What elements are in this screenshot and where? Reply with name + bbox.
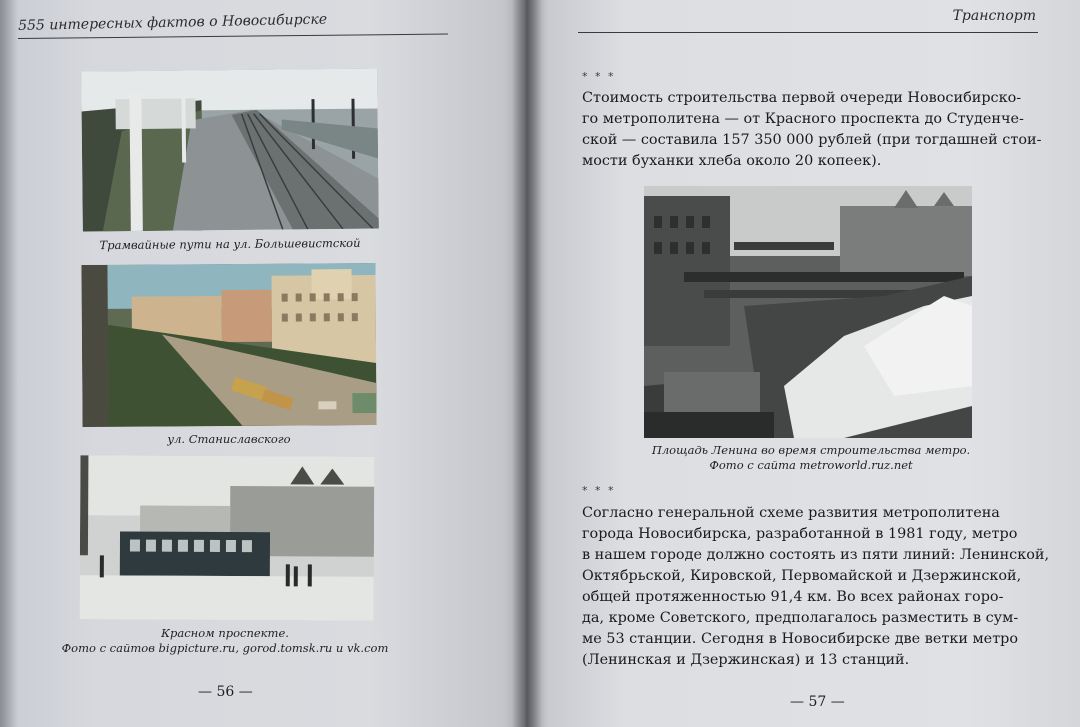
text-line: Согласно генеральной схеме развития метрополитена — [582, 505, 1000, 521]
caption-tram-tracks: Трамвайные пути на ул. Большевистской — [99, 235, 361, 253]
text-line: мости буханки хлеба около 20 копеек). — [582, 153, 882, 169]
text-line: в нашем городе должно состоять из пяти линий: Ленинской, — [582, 547, 1050, 563]
paragraph-metro-plan — [582, 503, 1050, 671]
photo-metro-construction — [644, 186, 972, 438]
caption-krasny-prospekt — [60, 626, 390, 656]
photo-krasny-prospekt — [80, 455, 375, 621]
text-line: ской — составила 157 350 000 рублей (при тогдашней стои- — [582, 132, 1042, 148]
header-rule — [18, 33, 448, 39]
text-line: Октябрьской, Кировской, Первомайской и Дзержинской, — [582, 568, 1022, 584]
caption-line: Фото с сайтов bigpicture.ru, gorod.tomsk.ru и vk.com — [61, 641, 389, 655]
section-mark: * * * — [582, 70, 616, 83]
caption-line: Площадь Ленина во время строительства метро. — [651, 443, 971, 457]
page-number-left: — 56 — — [198, 684, 253, 700]
book-gutter — [512, 0, 542, 727]
caption-metro-construction — [636, 443, 986, 473]
running-head-right: Транспорт — [952, 8, 1036, 24]
text-line: города Новосибирска, разработанной в 1981 году, метро — [582, 526, 1018, 542]
photo-tram-tracks — [81, 68, 379, 231]
page-number-right: — 57 — — [790, 694, 845, 710]
left-page — [0, 0, 530, 727]
page-edge-shadow — [0, 0, 18, 727]
text-line: Стоимость строительства первой очереди Новосибирско- — [582, 90, 1022, 106]
text-line: общей протяженностью 91,4 км. Во всех районах горо- — [582, 589, 1004, 605]
photo-stanislavsky-street — [81, 263, 376, 427]
running-head-left: 555 интересных фактов о Новосибирске — [18, 11, 328, 34]
text-line: (Ленинская и Дзержинская) и 13 станций. — [582, 652, 910, 668]
text-line: го метрополитена — от Красного проспекта до Студенче- — [582, 111, 1024, 127]
header-rule — [578, 32, 1038, 33]
paragraph-metro-cost — [582, 88, 1044, 172]
text-line: ме 53 станции. Сегодня в Новосибирске две ветки метро — [582, 631, 1019, 647]
caption-stanislavsky-street: ул. Станиславского — [167, 432, 291, 446]
section-mark: * * * — [582, 484, 616, 497]
right-page — [526, 0, 1080, 727]
caption-line: Красном проспекте. — [161, 626, 289, 640]
text-line: да, кроме Советского, предполагалось разместить в сум- — [582, 610, 1019, 626]
caption-line: Фото с сайта metroworld.ruz.net — [709, 458, 913, 472]
